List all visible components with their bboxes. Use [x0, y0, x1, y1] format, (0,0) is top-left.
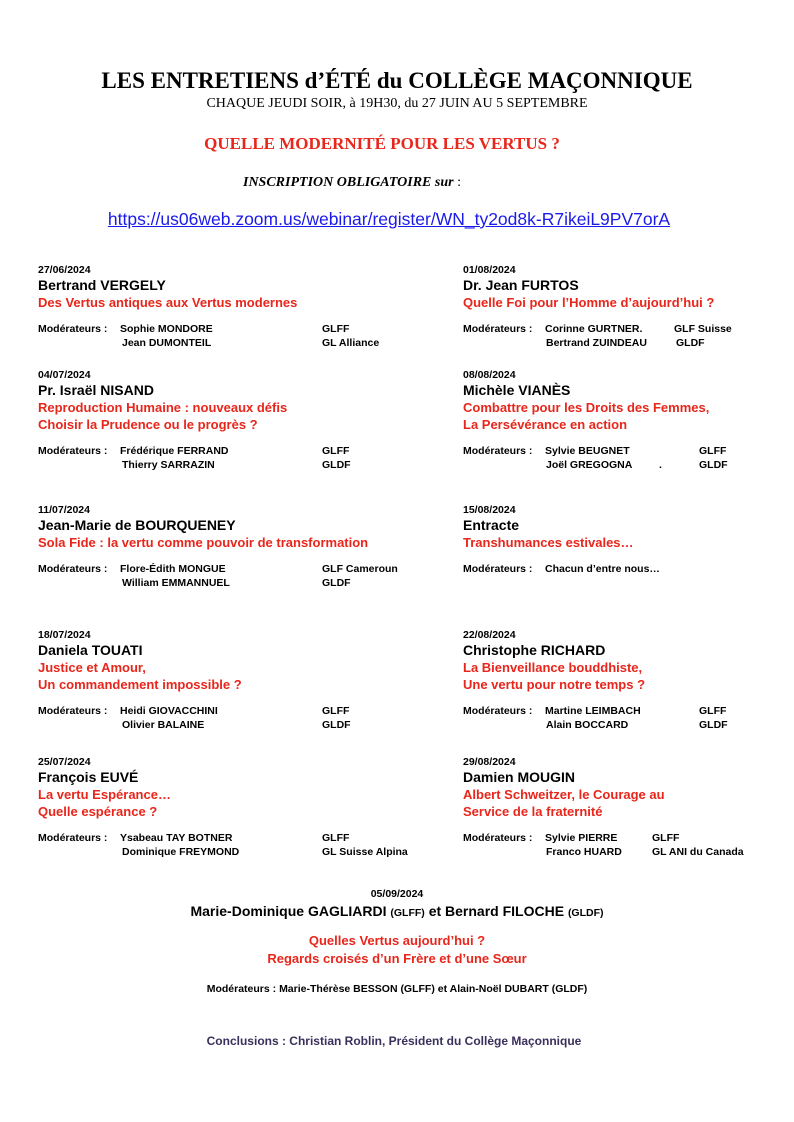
topic-line: Albert Schweitzer, le Courage au: [463, 787, 665, 802]
event-topic: [463, 399, 794, 433]
moderator-lodge: GLFF: [322, 445, 350, 457]
event-topic: [38, 294, 438, 311]
moderator-lodge: GLDF: [322, 459, 351, 471]
topic-line: Des Vertus antiques aux Vertus modernes: [38, 295, 298, 310]
event-topic: [38, 786, 438, 820]
topic-line: Regards croisés d’un Frère et d’une Sœur: [267, 951, 527, 966]
event-moderators: [463, 705, 794, 733]
moderator-row: [463, 459, 794, 473]
moderator-row: [38, 719, 438, 733]
topic-line: Transhumances estivales…: [463, 535, 634, 550]
event-speaker: Daniela TOUATI: [38, 642, 143, 658]
event-block: [38, 369, 438, 473]
event-date: 05/09/2024: [370, 888, 424, 900]
event-block: [463, 264, 794, 351]
moderator-row: [463, 323, 794, 337]
topic-line: Service de la fraternité: [463, 804, 603, 819]
moderator-row: [463, 719, 794, 733]
moderator-lodge: GLFF: [322, 323, 350, 335]
moderator-row: [463, 846, 794, 860]
moderator-row: [463, 337, 794, 351]
moderator-lodge: GL Suisse Alpina: [322, 846, 408, 858]
final-event: [0, 888, 794, 995]
event-block: [463, 369, 794, 473]
inscription-colon: :: [457, 175, 461, 190]
topic-line: La Persévérance en action: [463, 417, 628, 432]
event-moderators: [463, 832, 794, 860]
event-date: 08/08/2024: [463, 369, 516, 381]
event-topic: [0, 932, 794, 968]
moderator-name: Frédérique FERRAND: [120, 445, 229, 457]
moderator-name: William EMMANNUEL: [122, 577, 230, 589]
moderator-row: [38, 832, 438, 846]
moderator-lodge: GLFF: [322, 705, 350, 717]
event-moderators: [38, 563, 438, 591]
moderator-name: Jean DUMONTEIL: [122, 337, 212, 349]
topic-line: Combattre pour les Droits des Femmes,: [463, 400, 710, 415]
moderator-name: Franco HUARD: [546, 846, 622, 858]
moderator-name: Olivier BALAINE: [122, 719, 205, 731]
event-speaker: Christophe RICHARD: [463, 642, 606, 658]
moderator-name: Sylvie PIERRE: [545, 832, 618, 844]
series-theme: QUELLE MODERNITÉ POUR LES VERTUS ?: [204, 134, 560, 153]
page-title: LES ENTRETIENS d’ÉTÉ du COLLÈGE MAÇONNIQUE: [101, 68, 693, 93]
speaker-connector: et: [428, 903, 442, 919]
moderators-prefix: Modérateurs :: [38, 323, 108, 335]
topic-line: Quelles Vertus aujourd’hui ?: [308, 933, 486, 948]
moderator-name: Ysabeau TAY BOTNER: [120, 832, 233, 844]
moderator-lodge: GLDF: [699, 719, 728, 731]
moderator-lodge: GLF Cameroun: [322, 563, 398, 575]
moderators-prefix: Modérateurs :: [463, 563, 533, 575]
event-speaker: Bertrand VERGELY: [38, 277, 166, 293]
topic-line: Quelle espérance ?: [38, 804, 158, 819]
conclusions-note: Conclusions : Christian Roblin, Président du Collège Maçonnique: [206, 1034, 582, 1048]
speaker-name: Bernard FILOCHE: [445, 903, 565, 919]
event-date: 27/06/2024: [38, 264, 91, 276]
moderator-lodge: GLFF: [322, 832, 350, 844]
event-speaker: Pr. Israël NISAND: [38, 382, 154, 398]
event-moderators: [38, 445, 438, 473]
event-date: 25/07/2024: [38, 756, 91, 768]
event-topic: [38, 399, 438, 433]
moderators-prefix: Modérateurs :: [38, 832, 108, 844]
event-speakers: [0, 903, 794, 919]
event-block: [463, 504, 794, 577]
moderator-name: Sylvie BEUGNET: [545, 445, 630, 457]
moderators-prefix: Modérateurs :: [463, 323, 533, 335]
event-topic: [463, 659, 794, 693]
moderator-row: [38, 445, 438, 459]
moderator-name: Sophie MONDORE: [120, 323, 213, 335]
event-speaker: Entracte: [463, 517, 520, 533]
event-date: 18/07/2024: [38, 629, 91, 641]
event-moderators: [38, 705, 438, 733]
moderator-name: Heidi GIOVACCHINI: [120, 705, 218, 717]
moderator-name: Chacun d’entre nous…: [545, 563, 660, 575]
moderator-row: [38, 563, 438, 577]
event-moderators: [463, 445, 794, 473]
event-date: 15/08/2024: [463, 504, 516, 516]
event-moderators: [463, 563, 794, 577]
moderator-lodge: GLFF: [652, 832, 680, 844]
speaker-name: Marie-Dominique GAGLIARDI: [190, 903, 387, 919]
event-topic: [38, 534, 438, 551]
event-date: 22/08/2024: [463, 629, 516, 641]
event-speaker: Damien MOUGIN: [463, 769, 576, 785]
event-speaker: Jean-Marie de BOURQUENEY: [38, 517, 236, 533]
moderators-prefix: Modérateurs :: [38, 705, 108, 717]
event-moderators: [38, 323, 438, 351]
event-date: 29/08/2024: [463, 756, 516, 768]
moderator-name: Martine LEIMBACH: [545, 705, 641, 717]
moderator-row: [38, 323, 438, 337]
topic-line: Reproduction Humaine : nouveaux défis: [38, 400, 288, 415]
event-block: [463, 756, 794, 860]
event-speaker: Michèle VIANÈS: [463, 382, 571, 398]
moderator-lodge: GL Alliance: [322, 337, 380, 349]
topic-line: Quelle Foi pour l’Homme d’aujourd’hui ?: [463, 295, 715, 310]
moderator-row: [38, 846, 438, 860]
moderators-prefix: Modérateurs :: [38, 445, 108, 457]
moderator-lodge: GLFF: [699, 705, 727, 717]
topic-line: Une vertu pour notre temps ?: [463, 677, 646, 692]
event-block: [38, 629, 438, 733]
topic-line: Justice et Amour,: [38, 660, 146, 675]
moderator-lodge: GLF Suisse: [674, 323, 732, 335]
moderator-name: Flore-Édith MONGUE: [120, 563, 226, 575]
event-moderators: [463, 323, 794, 351]
topic-line: Choisir la Prudence ou le progrès ?: [38, 417, 258, 432]
event-speaker: Dr. Jean FURTOS: [463, 277, 579, 293]
inscription-label: INSCRIPTION OBLIGATOIRE sur: [243, 175, 454, 190]
event-topic: [38, 659, 438, 693]
moderator-lodge: GLDF: [322, 719, 351, 731]
moderators-prefix: Modérateurs :: [463, 832, 533, 844]
event-block: [38, 264, 438, 351]
event-moderators: Modérateurs : Marie-Thérèse BESSON (GLFF) et Alain-Noël DUBART (GLDF): [206, 983, 588, 995]
moderator-row: [463, 832, 794, 846]
moderator-name: Joël GREGOGNA: [546, 459, 633, 471]
event-block: [463, 629, 794, 733]
moderators-prefix: Modérateurs :: [38, 563, 108, 575]
zoom-registration-link[interactable]: https://us06web.zoom.us/webinar/register/WN_ty2od8k-R7ikeiL9PV7orA: [107, 209, 671, 229]
moderators-prefix: Modérateurs :: [463, 705, 533, 717]
event-moderators: [38, 832, 438, 860]
moderator-row: [38, 337, 438, 351]
moderator-row: [38, 577, 438, 591]
event-speaker: François EUVÉ: [38, 769, 139, 785]
event-date: 11/07/2024: [38, 504, 90, 516]
inscription-notice: [243, 175, 461, 191]
speaker-lodge: (GLDF): [567, 907, 604, 919]
topic-line: La Bienveillance bouddhiste,: [463, 660, 643, 675]
topic-line: La vertu Espérance…: [38, 787, 171, 802]
moderator-lodge: GL ANI du Canada: [652, 846, 744, 858]
moderator-lodge: GLDF: [322, 577, 351, 589]
moderator-name: Alain BOCCARD: [546, 719, 629, 731]
moderator-name: Dominique FREYMOND: [122, 846, 240, 858]
speaker-lodge: (GLFF): [390, 907, 425, 919]
moderator-name: Thierry SARRAZIN: [122, 459, 215, 471]
topic-line: Un commandement impossible ?: [38, 677, 242, 692]
moderator-row: [38, 459, 438, 473]
event-date: 01/08/2024: [463, 264, 516, 276]
moderator-separator: .: [659, 459, 662, 471]
moderator-row: [38, 705, 438, 719]
moderator-row: [463, 563, 794, 577]
moderator-lodge: GLFF: [699, 445, 727, 457]
event-topic: [463, 294, 794, 311]
moderator-name: Bertrand ZUINDEAU: [546, 337, 647, 349]
event-topic: [463, 534, 794, 551]
event-topic: [463, 786, 794, 820]
moderator-lodge: GLDF: [676, 337, 705, 349]
event-date: 04/07/2024: [38, 369, 91, 381]
moderators-prefix: Modérateurs :: [463, 445, 533, 457]
event-block: [38, 504, 438, 591]
event-block: [38, 756, 438, 860]
moderator-row: [463, 445, 794, 459]
schedule-subtitle: CHAQUE JEUDI SOIR, à 19H30, du 27 JUIN AU 5 SEPTEMBRE: [206, 96, 588, 111]
moderator-row: [463, 705, 794, 719]
moderator-name: Corinne GURTNER.: [545, 323, 643, 335]
topic-line: Sola Fide : la vertu comme pouvoir de transformation: [38, 535, 369, 550]
moderator-lodge: GLDF: [699, 459, 728, 471]
